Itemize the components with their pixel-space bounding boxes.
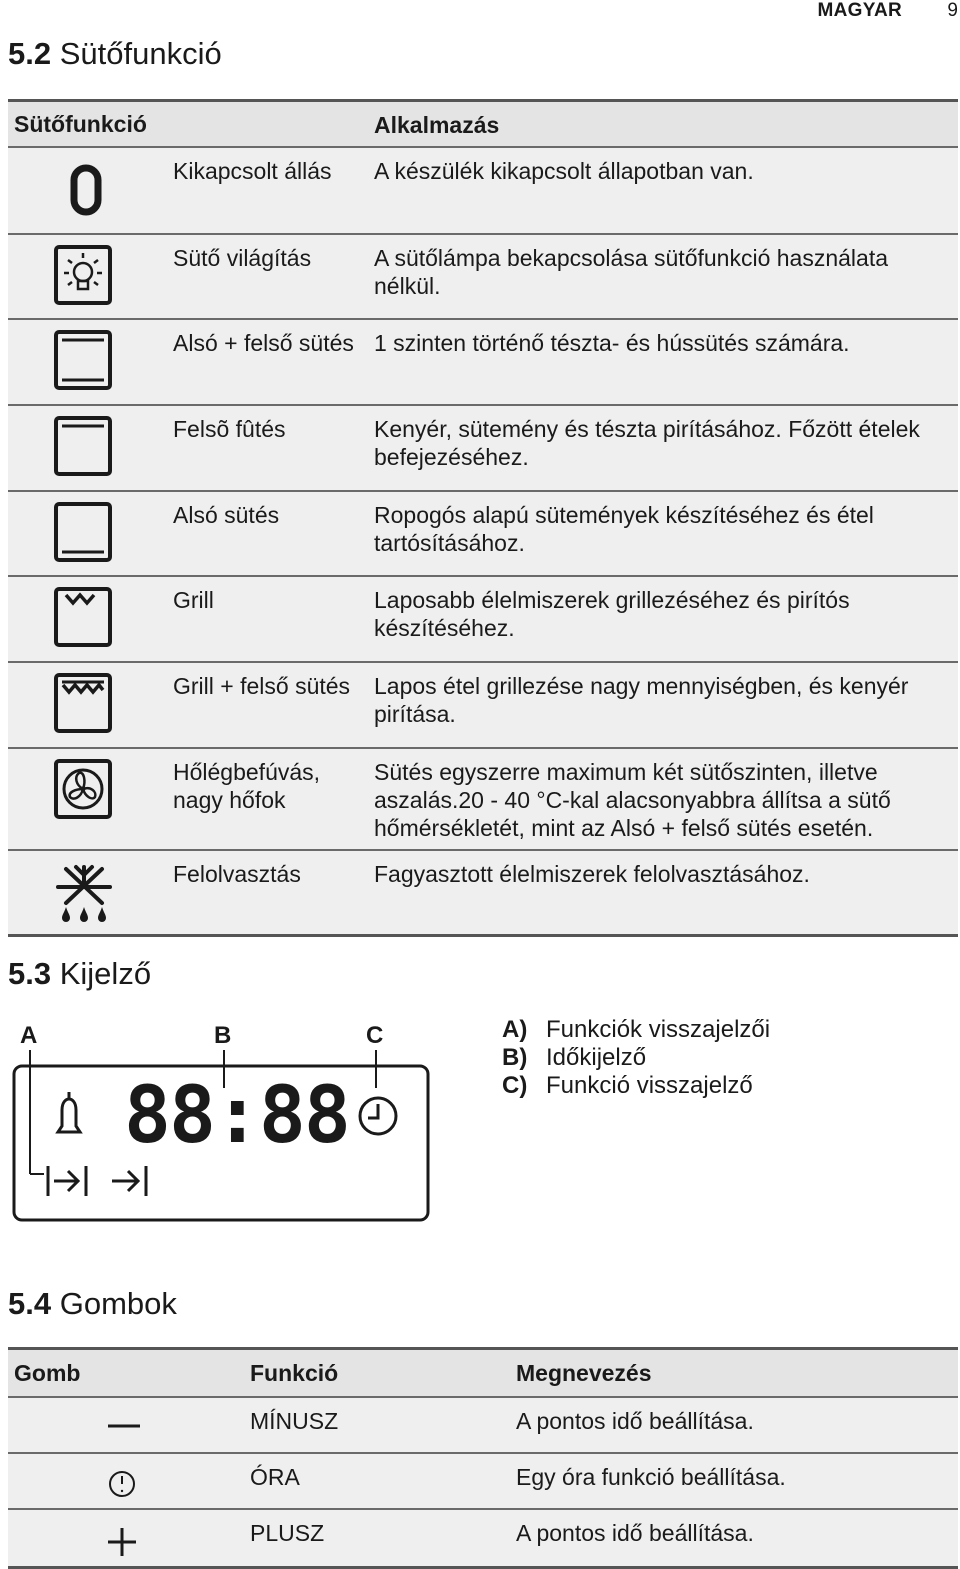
section-title-5-4: 5.4 Gombok xyxy=(8,1286,177,1321)
function-application: Fagyasztott élelmiszerek felolvasztásához. xyxy=(374,861,810,887)
header-function: Funkció xyxy=(250,1360,339,1386)
function-application: Kenyér, sütemény és tészta pirításához. Főzött ételek befejezéséhez. xyxy=(374,416,920,470)
end-time-icon xyxy=(112,1166,146,1196)
button-description: A pontos idő beállítása. xyxy=(516,1520,754,1546)
table-row xyxy=(8,1454,958,1510)
grill-top-heat-icon xyxy=(8,663,164,747)
display-label-c: C xyxy=(366,1022,384,1049)
function-application: Sütés egyszerre maximum két sütőszinten, illetve aszalás.20 - 40 °C-kal alacsonyabbra állítsa a sütő hőmérsékletét, mint az Alsó + felső sütés esetén. xyxy=(374,759,891,841)
function-name: Alsó + felső sütés xyxy=(173,330,354,356)
clock-icon xyxy=(360,1098,396,1134)
legend-item: C) Funkció visszajelző xyxy=(502,1072,753,1099)
table-header-row xyxy=(8,1350,958,1398)
oven-function-table xyxy=(8,99,958,937)
table-row xyxy=(8,577,958,663)
legend-item: A) Funkciók visszajelzői xyxy=(502,1016,771,1043)
function-application: Laposabb élelmiszerek grillezéséhez és pirítós készítéséhez. xyxy=(374,587,850,641)
defrost-icon xyxy=(8,851,164,934)
oven-light-icon xyxy=(8,235,164,318)
plus-icon xyxy=(8,1510,244,1566)
function-name: Felolvasztás xyxy=(173,861,301,887)
top-heat-icon xyxy=(8,406,164,490)
table-row xyxy=(8,663,958,749)
function-name: Hőlégbefúvás, nagy hőfok xyxy=(173,759,321,813)
display-legend xyxy=(502,1016,770,1100)
clock-icon xyxy=(8,1454,244,1508)
grill-icon xyxy=(8,577,164,661)
header-name: Megnevezés xyxy=(516,1360,652,1386)
function-name: Felsõ fûtés xyxy=(173,416,286,442)
function-application: Ropogós alapú sütemények készítéséhez és étel tartósításához. xyxy=(374,502,874,556)
function-application: 1 szinten történő tészta- és hússütés számára. xyxy=(374,330,850,356)
button-description: Egy óra funkció beállítása. xyxy=(516,1464,786,1490)
table-row xyxy=(8,851,958,934)
page-number: 9 xyxy=(947,0,958,21)
minus-icon xyxy=(8,1398,244,1452)
table-row xyxy=(8,749,958,851)
header-function: Sütőfunkció xyxy=(14,111,147,137)
display-label-b: B xyxy=(214,1022,232,1049)
off-zero-icon xyxy=(8,148,164,233)
table-row xyxy=(8,148,958,235)
table-row xyxy=(8,320,958,406)
button-function: PLUSZ xyxy=(250,1520,325,1546)
function-name: Grill xyxy=(173,587,214,613)
display-label-a: A xyxy=(20,1022,38,1049)
button-description: A pontos idő beállítása. xyxy=(516,1408,754,1434)
language-label: MAGYAR xyxy=(817,0,902,21)
top-bottom-heat-icon xyxy=(8,320,164,404)
table-row xyxy=(8,235,958,320)
page-header xyxy=(0,0,960,22)
section-title-5-2: 5.2 Sütőfunkció xyxy=(8,36,222,71)
button-function: MÍNUSZ xyxy=(250,1408,339,1434)
bell-icon xyxy=(58,1092,80,1132)
function-name: Kikapcsolt állás xyxy=(173,158,332,184)
time-display-digits: 88:88 xyxy=(124,1071,349,1161)
fan-heat-icon xyxy=(8,749,164,849)
table-row xyxy=(8,1398,958,1454)
button-function: ÓRA xyxy=(250,1464,300,1490)
section-title-5-3: 5.3 Kijelző xyxy=(8,956,152,991)
function-application: Lapos étel grillezése nagy mennyiségben, és kenyér pirítása. xyxy=(374,673,909,727)
function-application: A sütőlámpa bekapcsolása sütőfunkció használata nélkül. xyxy=(374,245,888,299)
header-application: Alkalmazás xyxy=(374,112,500,138)
table-row xyxy=(8,1510,958,1566)
bottom-heat-icon xyxy=(8,492,164,575)
function-name: Grill + felső sütés xyxy=(173,673,351,699)
table-header-row xyxy=(8,102,958,148)
buttons-table xyxy=(8,1347,958,1569)
function-name: Alsó sütés xyxy=(173,502,280,528)
function-name: Sütő világítás xyxy=(173,245,312,271)
table-row xyxy=(8,492,958,577)
table-row xyxy=(8,406,958,492)
header-button: Gomb xyxy=(14,1360,81,1386)
legend-item: B) Időkijelző xyxy=(502,1044,647,1071)
start-time-icon xyxy=(48,1166,86,1196)
function-application: A készülék kikapcsolt állapotban van. xyxy=(374,158,754,184)
